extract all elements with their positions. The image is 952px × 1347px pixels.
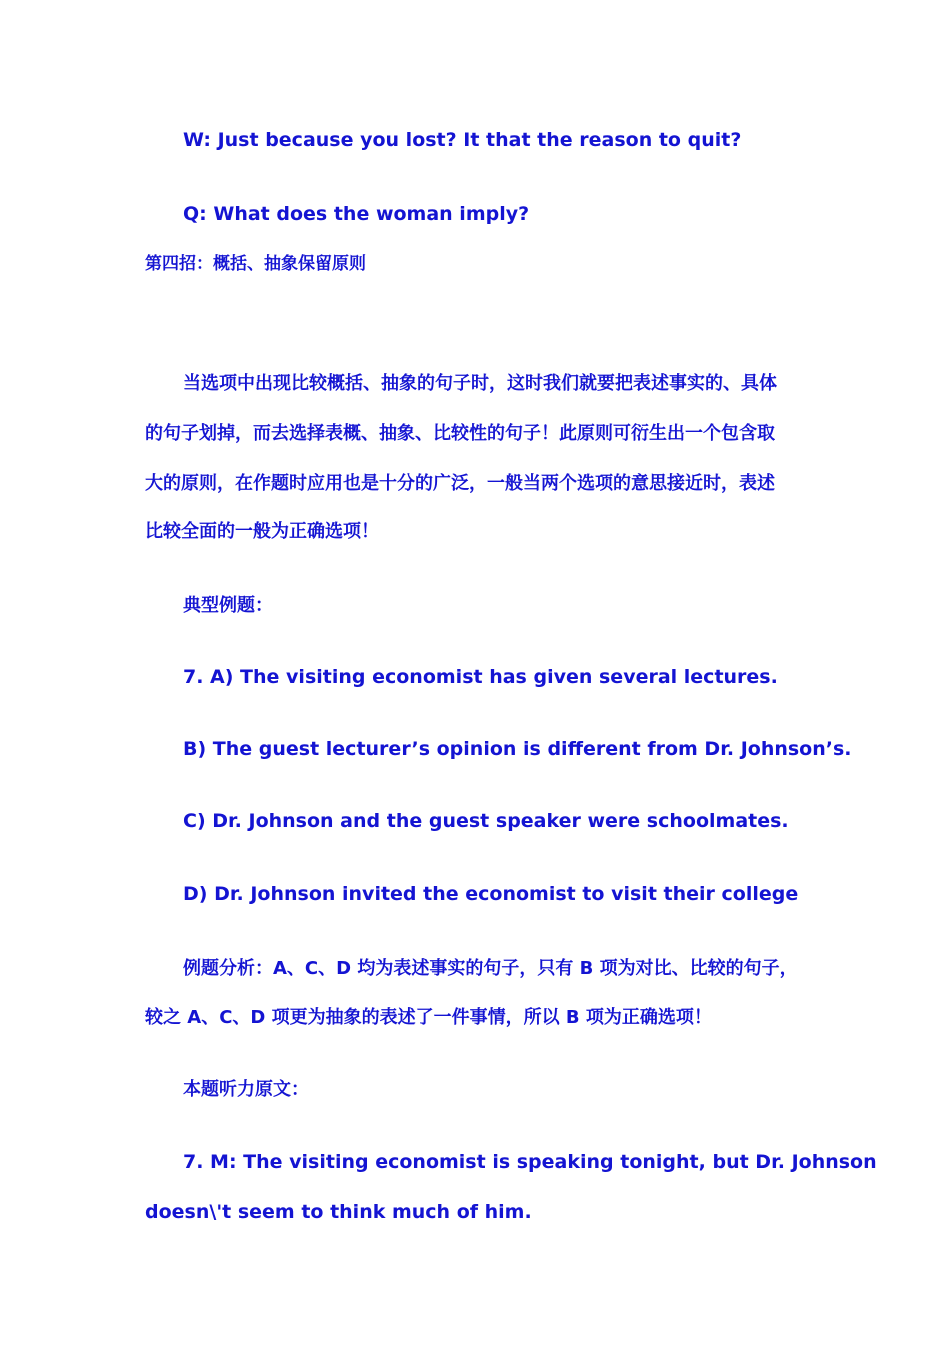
paragraph-line-3: 大的原则，在作题时应用也是十分的广泛，一般当两个选项的意思接近时，表述	[145, 473, 775, 494]
dialogue-question-line: Q: What does the woman imply?	[183, 203, 530, 225]
paragraph-line-1: 当选项中出现比较概括、抽象的句子时，这时我们就要把表述事实的、具体	[183, 373, 777, 394]
option-d: D) Dr. Johnson invited the economist to visit their college	[183, 883, 799, 905]
analysis-line-2: 较之 A、C、D 项更为抽象的表述了一件事情，所以 B 项为正确选项！	[145, 1007, 712, 1028]
dialogue-woman-line: W: Just because you lost? It that the reason to quit?	[183, 129, 742, 151]
paragraph-line-2: 的句子划掉，而去选择表概、抽象、比较性的句子！此原则可衍生出一个包含取	[145, 423, 775, 444]
transcript-label: 本题听力原文：	[183, 1079, 309, 1100]
paragraph-line-4: 比较全面的一般为正确选项！	[145, 521, 379, 542]
option-c: C) Dr. Johnson and the guest speaker were schoolmates.	[183, 810, 789, 832]
section-title: 第四招：概括、抽象保留原则	[145, 254, 366, 274]
option-a: 7. A) The visiting economist has given several lectures.	[183, 666, 778, 688]
option-b: B) The guest lecturer’s opinion is different from Dr. Johnson’s.	[183, 738, 852, 760]
example-label: 典型例题：	[183, 595, 273, 616]
analysis-line-1: 例题分析：A、C、D 均为表述事实的句子，只有 B 项为对比、比较的句子，	[183, 958, 798, 979]
transcript-line-2: doesn\'t seem to think much of him.	[145, 1201, 532, 1223]
transcript-line-1: 7. M: The visiting economist is speaking tonight, but Dr. Johnson	[183, 1151, 877, 1173]
